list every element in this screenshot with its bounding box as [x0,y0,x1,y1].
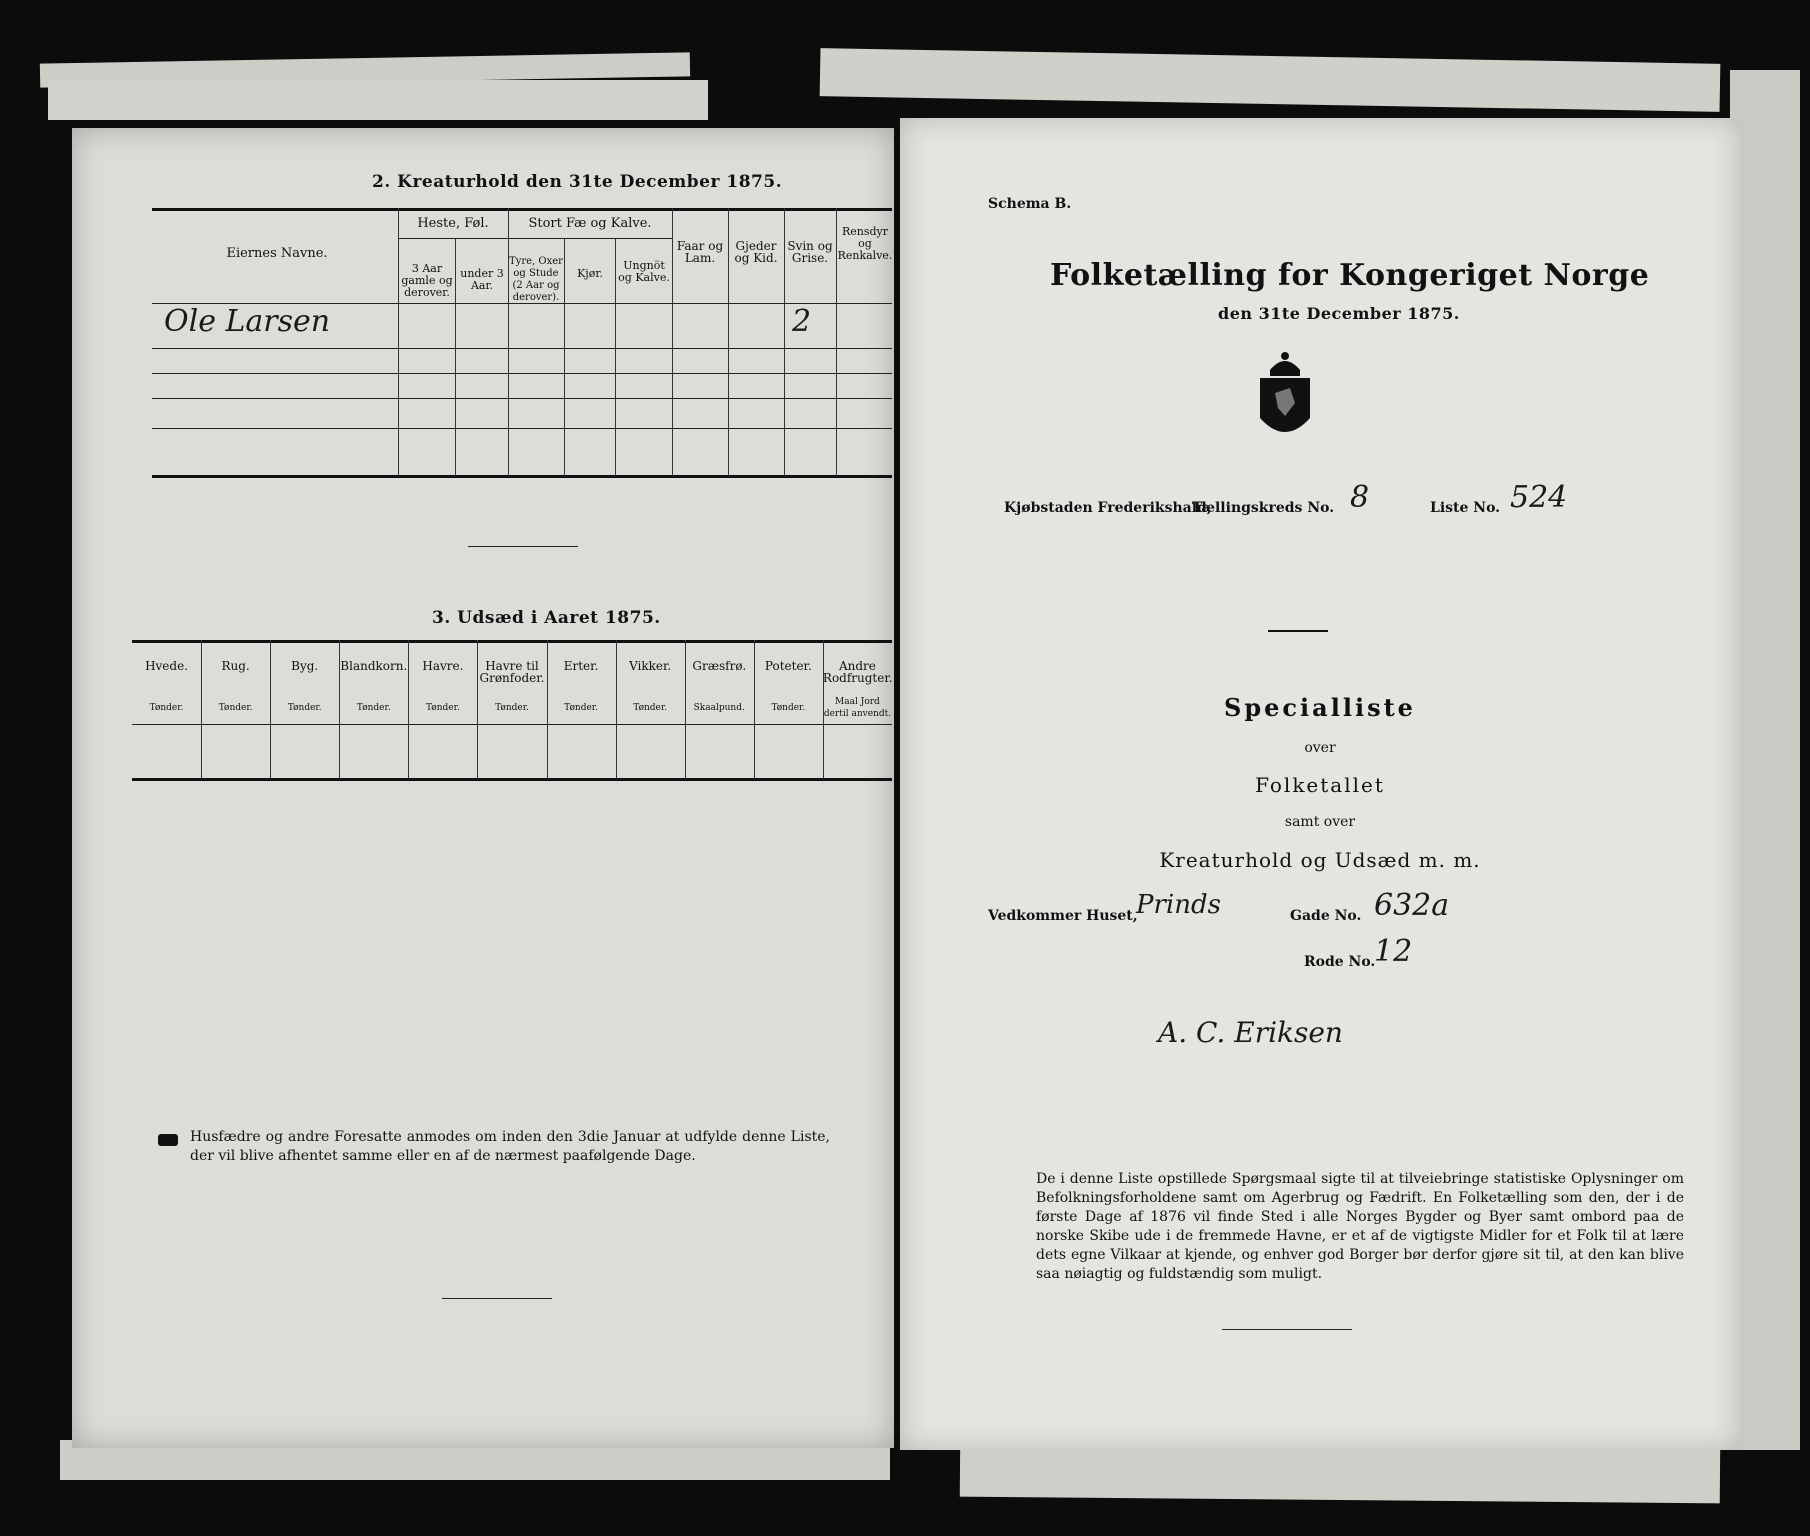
pigs-count-cell: 2 [792,304,812,339]
table2-col-line-1 [398,208,399,476]
table3-header-unit: Tønder. [564,703,598,713]
header-goats: Gjeder og Kid. [734,239,778,265]
table2-bottom-rule [152,475,892,478]
table3-header-crop: Havre til Grønfoder. [479,659,545,685]
header-sheep: Faar og Lam. [676,239,724,265]
town-label: Kjøbstaden Frederikshald, [1004,500,1212,516]
header-cattle-cows: Kjør. [577,267,603,280]
table3-header-crop: Andre Rodfrugter. [822,659,893,685]
left-page [72,128,894,1448]
table3-header-crop: Vikker. [629,659,672,673]
table2-subheader-rule [398,238,672,239]
folketallet-title: Folketallet [1255,773,1385,797]
header-owner: Eiernes Navne. [226,246,328,261]
table3-header-crop: Græsfrø. [692,659,747,673]
table3-header-crop: Poteter. [764,659,812,673]
list-value: 524 [1510,480,1568,515]
table3-header-unit: Tønder. [356,703,391,713]
section2-title: 2. Kreaturhold den 31te December 1875. [372,172,783,192]
section3-title: 3. Udsæd i Aaret 1875. [432,608,661,628]
divider-right-bottom [1222,1329,1352,1330]
kreaturhold-title: Kreaturhold og Udsæd m. m. [1159,848,1481,872]
rode-label: Rode No. [1304,954,1376,970]
table3-header-unit: Tønder. [426,703,460,713]
table2-col-line-3 [508,208,509,476]
table3-header-unit: Tønder. [149,703,184,713]
table3-header-unit: Skaalpund. [693,703,745,713]
street-label: Gade No. [1290,908,1362,924]
list-label: Liste No. [1430,500,1501,516]
table3-header-crop: Blandkorn. [340,659,408,673]
header-horses-under3: under 3 Aar. [460,267,504,292]
table2-row-rule-2 [152,373,892,374]
rode-value: 12 [1374,934,1413,969]
table2-col-line-5 [615,238,616,476]
paper-edge-right [1730,70,1800,1450]
table3-header-crop: Hvede. [145,659,189,673]
street-value: 632a [1374,888,1450,923]
divider-bottom [442,1298,552,1299]
over-text-1: over [1304,740,1336,756]
explanation-paragraph: De i denne Liste opstillede Spørgsmaal sigte til at tilveiebringe statistiske Oplysninger om Befolkningsforholdene samt om Agerbrug og Fædrift. En Folketælling som den, der i de første Dage af 1876 vil finde Sted i alle Norges Bygder og Byer samt ombord paa de norske Skibe ude i de fremmede Havne, er et af de vigtigste Midler for et Folk til at lære dets egne Vilkaar at kjende, og enhver god Borger bør derfor gjøre sit til, at den kan blive saa nøiagtig og fuldstændig som muligt. [1036,1171,1684,1282]
header-reindeer: Rensdyr og Renkalve. [837,225,893,262]
header-horses-3plus: 3 Aar gamle og derover. [401,262,453,299]
house-label: Vedkommer Huset, [988,908,1138,924]
right-page [900,118,1740,1450]
district-value: 8 [1350,480,1370,515]
table2-row-rule-3 [152,398,892,399]
table2-row-rule-4 [152,428,892,429]
paper-edge-top-right [820,48,1721,112]
divider-right-top [1268,630,1328,632]
table3-header-crop: Erter. [563,659,599,673]
owner-name-cell: Ole Larsen [164,304,331,339]
table2-col-line-4 [564,238,565,476]
header-pigs: Svin og Grise. [787,239,833,265]
table3-top-rule [132,640,892,643]
table3-header-unit: Tønder. [287,703,322,713]
table2-top-rule [152,208,892,211]
header-cattle-young: Ungnöt og Kalve. [618,259,670,284]
pointing-hand-icon [158,1134,178,1146]
table3-bottom-rule [132,778,892,781]
table2-col-line-6 [672,208,673,476]
table3-header-unit: Tønder. [771,703,806,713]
table3-header-unit: Tønder. [218,703,253,713]
main-title: Folketælling for Kongeriget Norge [1050,258,1650,293]
house-value: Prinds [1136,890,1221,920]
schema-label: Schema B. [988,196,1072,212]
table3-header-unit: Tønder. [633,703,668,713]
table3-header-crop: Rug. [221,659,250,673]
table2-row-rule-1 [152,348,892,349]
table3-header-crop: Byg. [291,659,319,673]
district-label: Tællingskreds No. [1192,500,1335,516]
specialliste-title: Specialliste [1224,693,1416,722]
table2-col-line-7 [728,208,729,476]
signature: A. C. Eriksen [1158,1016,1343,1049]
table3-header-crop: Havre. [422,659,464,673]
header-cattle-bulls: Tyre, Oxer og Stude (2 Aar og derover). [509,256,563,303]
divider-short [468,546,578,547]
norway-coat-of-arms-icon [1250,348,1320,448]
paper-edge-top-left-2 [48,80,708,120]
table3-header-unit: Maal Jord dertil anvendt. [823,697,892,719]
notice-text: Husfædre og andre Foresatte anmodes om inden den 3die Januar at udfylde denne Liste, der vil blive afhentet samme eller en af de nærmest paafølgende Dage. [190,1129,830,1164]
header-cattle: Stort Fæ og Kalve. [528,216,652,231]
header-horses: Heste, Føl. [417,216,489,231]
table3-header-rule [132,724,892,725]
census-date: den 31te December 1875. [1218,304,1460,323]
table3-header-unit: Tønder. [495,703,529,713]
samt-over-text: samt over [1284,814,1356,830]
table2-col-line-2 [455,238,456,476]
